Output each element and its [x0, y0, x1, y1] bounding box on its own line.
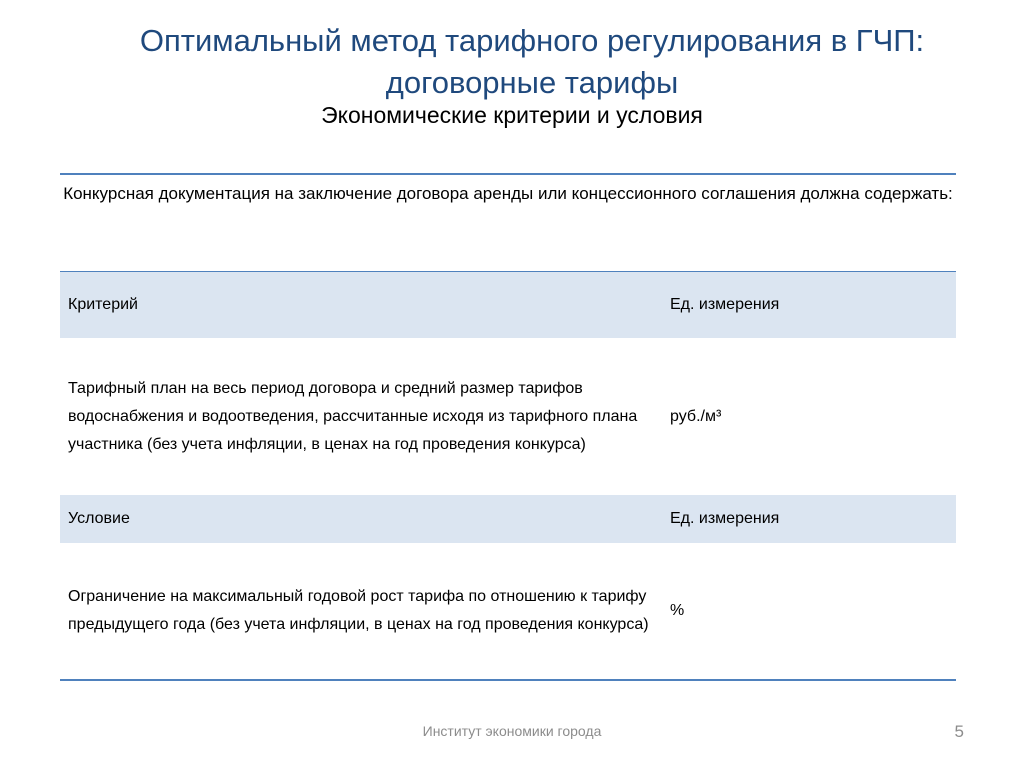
condition-description: Ограничение на максимальный годовой рост тарифа по отношению к тарифу предыдущего года (без учета инфляции, в ценах на год проведения конкурса) — [68, 588, 649, 633]
condition-row — [60, 543, 956, 679]
criteria-table — [60, 173, 956, 681]
condition-unit-header: Ед. измерения — [670, 510, 780, 527]
condition-unit: % — [670, 602, 685, 619]
table-bottom-rule — [60, 679, 956, 681]
slide-title: Оптимальный метод тарифного регулирования в ГЧП: договорные тарифы — [139, 23, 925, 100]
condition-header-row — [60, 495, 956, 543]
slide-subtitle: Экономические критерии и условия — [321, 102, 703, 128]
criteria-header-row — [60, 272, 956, 338]
table-intro-text: Конкурсная документация на заключение договора аренды или концессионного соглашения должна содержать: — [63, 183, 953, 203]
criteria-row — [60, 338, 956, 495]
page-number: 5 — [954, 722, 964, 741]
footer-organization: Институт экономики города — [422, 723, 602, 739]
criteria-header-label: Критерий — [68, 296, 138, 313]
condition-header-label: Условие — [68, 510, 130, 527]
criteria-description: Тарифный план на весь период договора и средний размер тарифов водоснабжения и водоотведения, рассчитанные исходя из тарифного плана участника (без учета инфляции, в ценах на год проведения конкурса) — [68, 379, 638, 453]
criteria-unit-header: Ед. измерения — [670, 296, 780, 313]
criteria-unit: руб./м³ — [670, 407, 722, 425]
